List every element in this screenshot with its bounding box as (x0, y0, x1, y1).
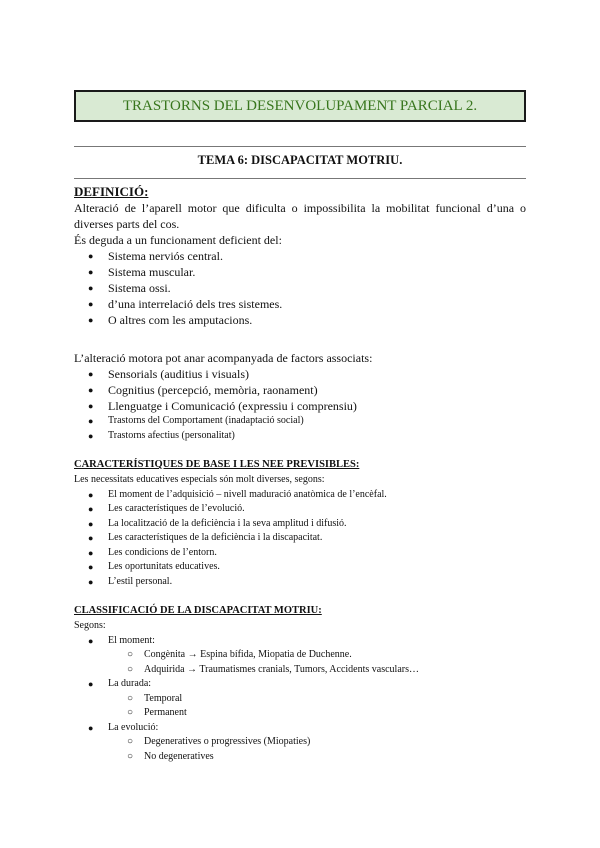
caracteristiques-list (74, 488, 526, 590)
list-item: ● Sistema nerviós central. (74, 248, 526, 264)
group-label: La durada: (108, 678, 152, 689)
group-label: La evolució: (108, 721, 159, 733)
classificacio-heading: CLASSIFICACIÓ DE LA DISCAPACITAT MOTRIU: (74, 605, 322, 616)
bottom-rule (74, 178, 526, 179)
list-item: ● Sistema ossi. (74, 280, 526, 296)
list-item (74, 721, 526, 765)
definicio-intro: És deguda a un funcionament deficient del: (74, 233, 282, 247)
sub-item: ○ Congènita → Espina bífida, Miopatia de Duchenne. (74, 648, 526, 663)
list-item: ● Les característiques de la deficiència i la discapacitat. (74, 531, 526, 546)
list-item: ● Sistema muscular. (74, 264, 526, 280)
definicio-list (74, 248, 526, 328)
sub-item: ○ Permanent (74, 706, 526, 721)
list-item: ● d’una interrelació dels tres sistemes. (74, 296, 526, 312)
sub-item: ○ Degeneratives o progressives (Miopaties) (74, 735, 526, 750)
list-item (74, 634, 526, 678)
group-label: El moment: (108, 634, 155, 646)
caracteristiques-intro: Les necessitats educatives especials són molt diverses, segons: (74, 474, 325, 485)
list-item: ● Sensorials (auditius i visuals) (74, 366, 526, 382)
sub-item: ○ Temporal (74, 692, 526, 707)
list-item: ● Les condicions de l’entorn. (74, 546, 526, 561)
top-rule (74, 146, 526, 147)
title-box (74, 90, 526, 122)
list-item: ● L’estil personal. (74, 575, 526, 590)
sub-item: ○ No degeneratives (74, 750, 526, 765)
list-item: ● Les oportunitats educatives. (74, 560, 526, 575)
list-item: ● Les característiques de l’evolució. (74, 502, 526, 517)
list-item: ● La localització de la deficiència i la seva amplitud i difusió. (74, 517, 526, 532)
tema-heading: TEMA 6: DISCAPACITAT MOTRIU. (197, 153, 403, 167)
caracteristiques-heading: CARACTERÍSTIQUES DE BASE I LES NEE PREVISIBLES: (74, 459, 360, 470)
sub-item: ○ Adquirida → Traumatismes cranials, Tumors, Accidents vasculars… (74, 663, 526, 678)
factors-list (74, 366, 526, 443)
definicio-heading: DEFINICIÓ: (74, 184, 149, 199)
list-item: ● O altres com les amputacions. (74, 312, 526, 328)
list-item (74, 677, 526, 721)
list-item: ● Cognitius (percepció, memòria, raonament) (74, 382, 526, 398)
list-item: ● Llenguatge i Comunicació (expressiu i comprensiu) (74, 398, 526, 414)
classificacio-intro: Segons: (74, 620, 106, 631)
content (74, 184, 526, 764)
list-item: ● El moment de l’adquisició – nivell maduració anatòmica de l’encèfal. (74, 488, 526, 503)
document-title: TRASTORNS DEL DESENVOLUPAMENT PARCIAL 2. (122, 97, 478, 114)
classificacio-list (74, 634, 526, 765)
definicio-text: Alteració de l’aparell motor que dificulta o impossibilita la mobilitat funcional d’una o diverses parts del cos. (74, 201, 526, 231)
list-item: ● Trastorns del Comportament (inadaptació social) (74, 414, 526, 429)
list-item: ● Trastorns afectius (personalitat) (74, 429, 526, 444)
factors-intro: L’alteració motora pot anar acompanyada de factors associats: (74, 351, 373, 365)
